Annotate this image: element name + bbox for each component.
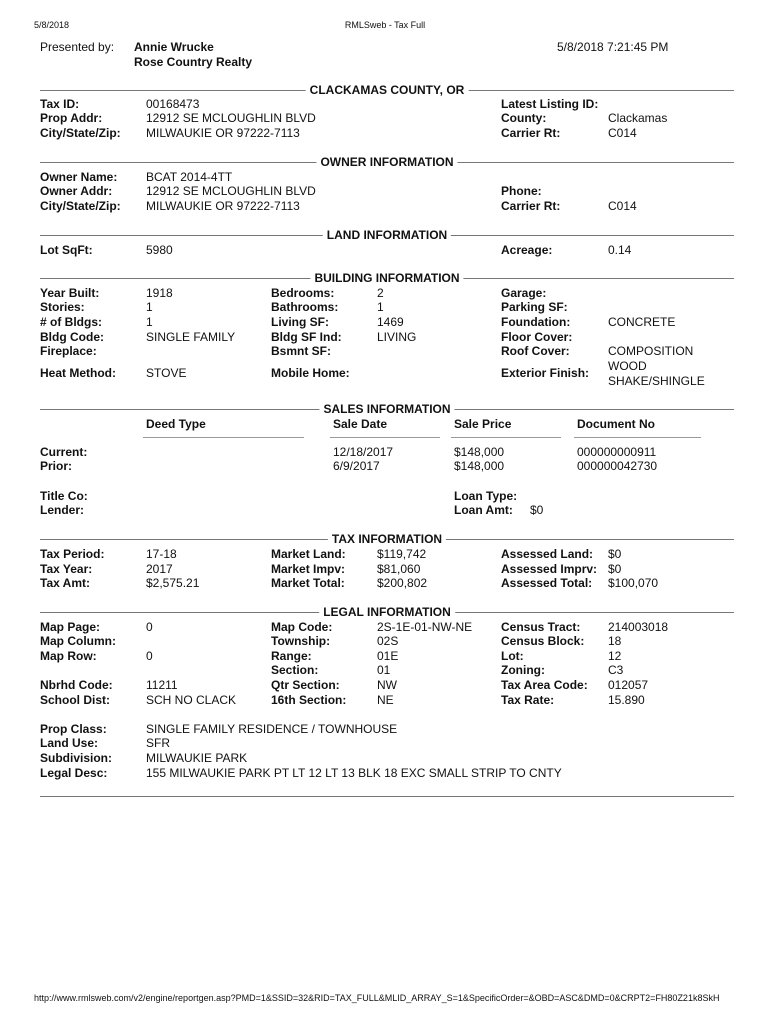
- range-value: 01E: [377, 649, 399, 663]
- market-land-label: Market Land:: [271, 547, 346, 561]
- assessed-total-value: $100,070: [608, 576, 659, 590]
- assessed-land-label: Assessed Land:: [501, 547, 594, 561]
- township-value: 02S: [377, 634, 399, 648]
- land-use-label: Land Use:: [40, 736, 99, 750]
- bldg-sf-ind-label: Bldg SF Ind:: [271, 330, 342, 344]
- presented-by-label: Presented by:: [40, 40, 115, 54]
- map-row-label: Map Row:: [40, 649, 97, 663]
- carrier-rt-label: Carrier Rt:: [501, 126, 561, 140]
- county-title: CLACKAMAS COUNTY, OR: [306, 83, 469, 97]
- subdivision-label: Subdivision:: [40, 751, 112, 765]
- num-bldgs-label: # of Bldgs:: [40, 315, 102, 329]
- print-title: RMLSweb - Tax Full: [344, 20, 426, 30]
- building-title: BUILDING INFORMATION: [310, 271, 463, 285]
- col-underline: [574, 437, 701, 438]
- lot-sqft-label: Lot SqFt:: [40, 243, 93, 257]
- col-underline: [330, 437, 440, 438]
- tax-year-label: Tax Year:: [40, 562, 93, 576]
- tax-period-label: Tax Period:: [40, 547, 105, 561]
- parking-sf-label: Parking SF:: [501, 300, 568, 314]
- acreage-value: 0.14: [608, 243, 632, 257]
- prop-addr-label: Prop Addr:: [40, 111, 103, 125]
- prior-sale-date: 6/9/2017: [333, 459, 380, 473]
- census-block-label: Census Block:: [501, 634, 585, 648]
- subdivision-value: MILWAUKIE PARK: [146, 751, 248, 765]
- assessed-imprv-value: $0: [608, 562, 622, 576]
- sixteenth-section-value: NE: [377, 693, 394, 707]
- range-label: Range:: [271, 649, 312, 663]
- county-value: Clackamas: [608, 111, 668, 125]
- bldg-sf-ind-value: LIVING: [377, 330, 417, 344]
- market-total-label: Market Total:: [271, 576, 345, 590]
- nbrhd-code-label: Nbrhd Code:: [40, 678, 113, 692]
- heat-method-label: Heat Method:: [40, 366, 116, 380]
- fireplace-label: Fireplace:: [40, 344, 97, 358]
- report-timestamp: 5/8/2018 7:21:45 PM: [557, 40, 669, 54]
- census-tract-label: Census Tract:: [501, 620, 581, 634]
- stories-value: 1: [146, 300, 153, 314]
- owner-csz-label: City/State/Zip:: [40, 199, 121, 213]
- assessed-land-value: $0: [608, 547, 622, 561]
- col-underline: [143, 437, 304, 438]
- print-url: http://www.rmlsweb.com/v2/engine/reportgen.asp?PMD=1&SSID=32&RID=TAX_FULL&MLID_ARRAY_S=1&SpecificOrder=&OBD=ASC&DMD=0&CRPT2=FH80Z21k8SkH: [34, 993, 720, 1003]
- prop-class-value: SINGLE FAMILY RESIDENCE / TOWNHOUSE: [146, 722, 398, 736]
- city-state-zip-label: City/State/Zip:: [40, 126, 121, 140]
- zoning-value: C3: [608, 663, 624, 677]
- prior-sale-price: $148,000: [454, 459, 505, 473]
- tax-id-value: 00168473: [146, 97, 200, 111]
- prop-addr-value: 12912 SE MCLOUGHLIN BLVD: [146, 111, 316, 125]
- sixteenth-section-label: 16th Section:: [271, 693, 347, 707]
- qtr-section-value: NW: [377, 678, 397, 692]
- heat-method-value: STOVE: [146, 366, 187, 380]
- lot-sqft-value: 5980: [146, 243, 173, 257]
- county-label: County:: [501, 111, 547, 125]
- market-impv-value: $81,060: [377, 562, 421, 576]
- owner-addr-value: 12912 SE MCLOUGHLIN BLVD: [146, 184, 316, 198]
- market-total-value: $200,802: [377, 576, 428, 590]
- map-column-label: Map Column:: [40, 634, 116, 648]
- prior-sale-label: Prior:: [40, 459, 73, 473]
- owner-title: OWNER INFORMATION: [316, 155, 457, 169]
- map-page-value: 0: [146, 620, 153, 634]
- title-co-label: Title Co:: [40, 489, 88, 503]
- foundation-value: CONCRETE: [608, 315, 676, 329]
- census-block-value: 18: [608, 634, 622, 648]
- tax-rate-value: 15.890: [608, 693, 645, 707]
- garage-label: Garage:: [501, 286, 547, 300]
- current-sale-price: $148,000: [454, 445, 505, 459]
- legal-desc-value: 155 MILWAUKIE PARK PT LT 12 LT 13 BLK 18 EXC SMALL STRIP TO CNTY: [146, 766, 562, 780]
- col-sale-price: Sale Price: [454, 417, 512, 431]
- owner-name-label: Owner Name:: [40, 170, 118, 184]
- col-underline: [451, 437, 561, 438]
- living-sf-value: 1469: [377, 315, 404, 329]
- carrier-rt-value: C014: [608, 126, 637, 140]
- agent-name: Annie Wrucke: [134, 40, 214, 54]
- acreage-label: Acreage:: [501, 243, 553, 257]
- exterior-finish-label: Exterior Finish:: [501, 366, 590, 380]
- market-impv-label: Market Impv:: [271, 562, 346, 576]
- loan-amt-label: Loan Amt:: [454, 503, 513, 517]
- land-title: LAND INFORMATION: [323, 228, 451, 242]
- township-label: Township:: [271, 634, 331, 648]
- roof-cover-label: Roof Cover:: [501, 344, 570, 358]
- map-row-value: 0: [146, 649, 153, 663]
- tax-area-code-value: 012057: [608, 678, 649, 692]
- tax-amt-value: $2,575.21: [146, 576, 200, 590]
- roof-cover-value: COMPOSITION: [608, 344, 694, 358]
- section-label: Section:: [271, 663, 319, 677]
- land-use-value: SFR: [146, 736, 170, 750]
- col-document-no: Document No: [577, 417, 655, 431]
- bedrooms-label: Bedrooms:: [271, 286, 335, 300]
- stories-label: Stories:: [40, 300, 85, 314]
- col-deed-type: Deed Type: [146, 417, 206, 431]
- agent-company: Rose Country Realty: [134, 55, 253, 69]
- assessed-total-label: Assessed Total:: [501, 576, 593, 590]
- owner-csz-value: MILWAUKIE OR 97222-7113: [146, 199, 300, 213]
- zoning-label: Zoning:: [501, 663, 545, 677]
- market-land-value: $119,742: [377, 547, 427, 561]
- latest-listing-label: Latest Listing ID:: [501, 97, 599, 111]
- exterior-finish-value-line1: WOOD: [608, 359, 647, 373]
- prop-class-label: Prop Class:: [40, 722, 107, 736]
- section-value: 01: [377, 663, 391, 677]
- nbrhd-code-value: 11211: [146, 678, 178, 692]
- school-dist-value: SCH NO CLACK: [146, 693, 237, 707]
- bedrooms-value: 2: [377, 286, 384, 300]
- lot-label: Lot:: [501, 649, 524, 663]
- assessed-imprv-label: Assessed Imprv:: [501, 562, 598, 576]
- bldg-code-label: Bldg Code:: [40, 330, 104, 344]
- tax-area-code-label: Tax Area Code:: [501, 678, 588, 692]
- loan-type-label: Loan Type:: [454, 489, 518, 503]
- legal-desc-label: Legal Desc:: [40, 766, 108, 780]
- sales-title: SALES INFORMATION: [319, 402, 454, 416]
- living-sf-label: Living SF:: [271, 315, 329, 329]
- tax-year-value: 2017: [146, 562, 173, 576]
- tax-title: TAX INFORMATION: [328, 532, 446, 546]
- loan-amt-value: $0: [530, 503, 544, 517]
- floor-cover-label: Floor Cover:: [501, 330, 573, 344]
- year-built-label: Year Built:: [40, 286, 100, 300]
- owner-name-value: BCAT 2014-4TT: [146, 170, 233, 184]
- tax-rate-label: Tax Rate:: [501, 693, 555, 707]
- bsmnt-sf-label: Bsmnt SF:: [271, 344, 331, 358]
- owner-carrier-label: Carrier Rt:: [501, 199, 561, 213]
- phone-label: Phone:: [501, 184, 542, 198]
- map-code-label: Map Code:: [271, 620, 333, 634]
- lot-value: 12: [608, 649, 622, 663]
- owner-addr-label: Owner Addr:: [40, 184, 113, 198]
- num-bldgs-value: 1: [146, 315, 153, 329]
- print-date: 5/8/2018: [34, 20, 70, 30]
- tax-amt-label: Tax Amt:: [40, 576, 91, 590]
- qtr-section-label: Qtr Section:: [271, 678, 340, 692]
- tax-period-value: 17-18: [146, 547, 177, 561]
- section-divider: [40, 796, 734, 797]
- bathrooms-label: Bathrooms:: [271, 300, 339, 314]
- year-built-value: 1918: [146, 286, 173, 300]
- bathrooms-value: 1: [377, 300, 384, 314]
- legal-title: LEGAL INFORMATION: [319, 605, 455, 619]
- census-tract-value: 214003018: [608, 620, 669, 634]
- col-sale-date: Sale Date: [333, 417, 388, 431]
- current-document-no: 000000000911: [577, 445, 657, 459]
- exterior-finish-value-line2: SHAKE/SHINGLE: [608, 374, 705, 388]
- school-dist-label: School Dist:: [40, 693, 111, 707]
- current-sale-label: Current:: [40, 445, 88, 459]
- current-sale-date: 12/18/2017: [333, 445, 394, 459]
- tax-id-label: Tax ID:: [40, 97, 80, 111]
- mobile-home-label: Mobile Home:: [271, 366, 350, 380]
- map-page-label: Map Page:: [40, 620, 101, 634]
- foundation-label: Foundation:: [501, 315, 571, 329]
- map-code-value: 2S-1E-01-NW-NE: [377, 620, 473, 634]
- bldg-code-value: SINGLE FAMILY: [146, 330, 236, 344]
- city-state-zip-value: MILWAUKIE OR 97222-7113: [146, 126, 300, 140]
- lender-label: Lender:: [40, 503, 85, 517]
- prior-document-no: 000000042730: [577, 459, 658, 473]
- owner-carrier-value: C014: [608, 199, 637, 213]
